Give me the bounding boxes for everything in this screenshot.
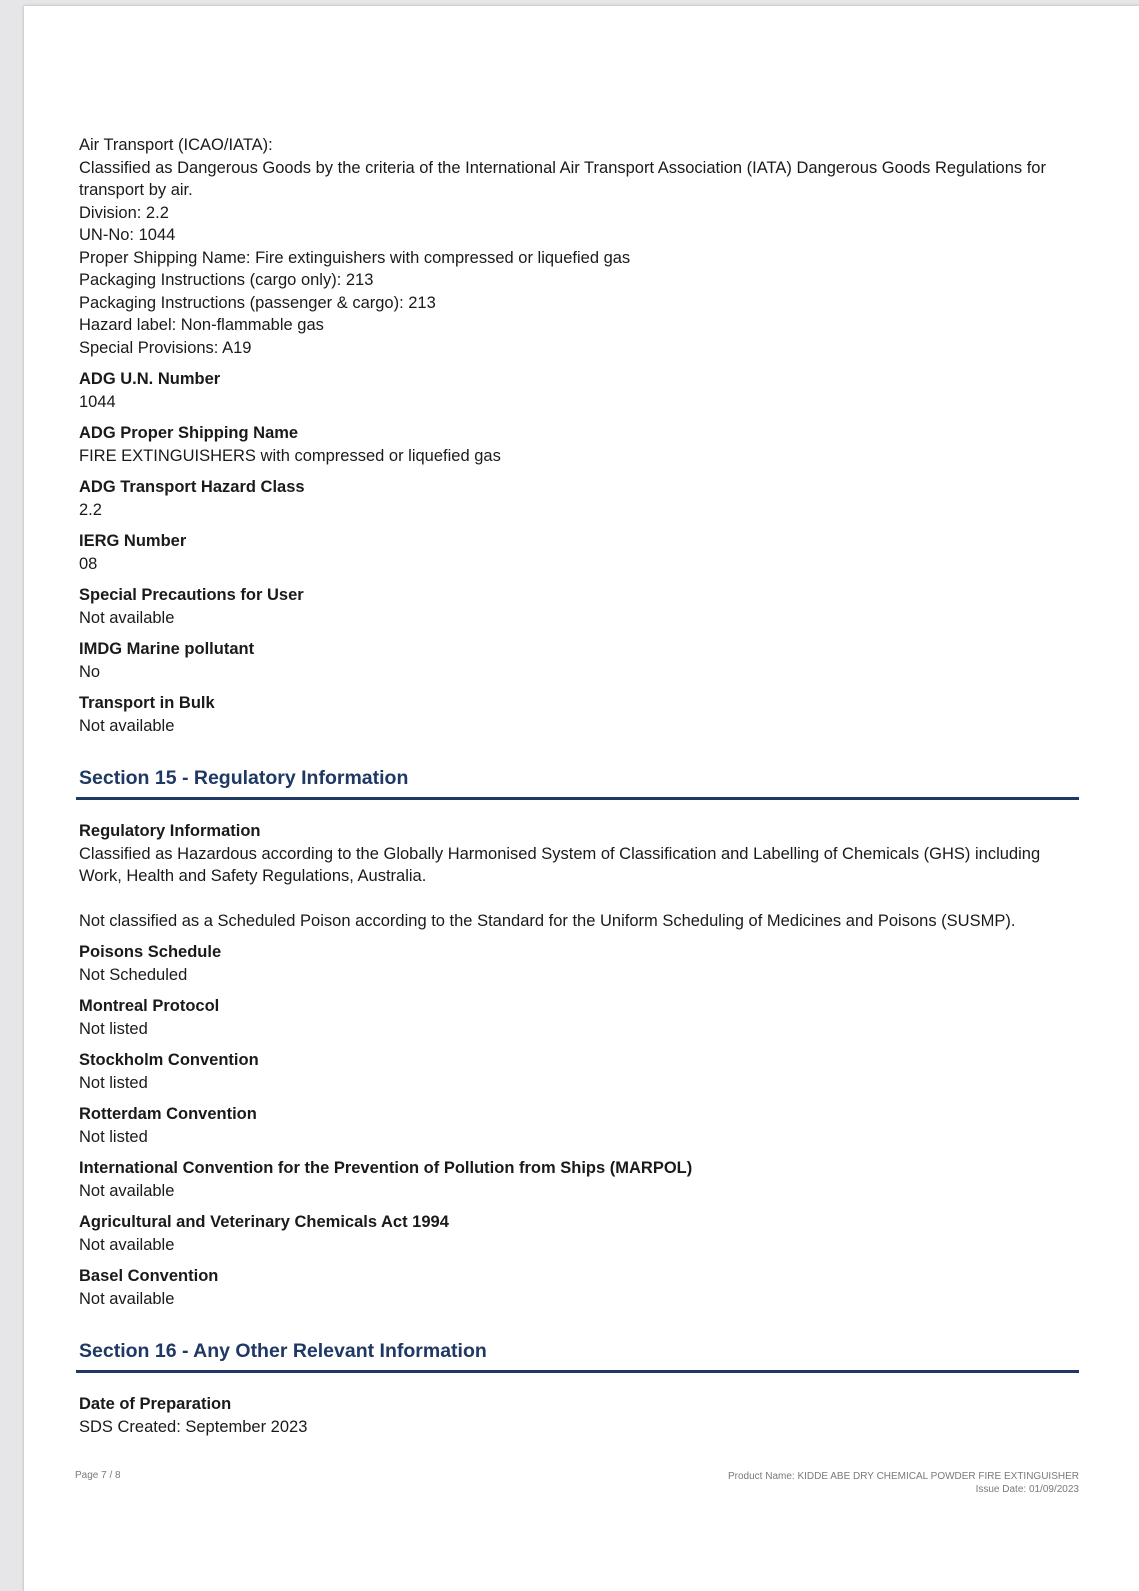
field-label: Special Precautions for User <box>79 586 304 604</box>
field-label: Date of Preparation <box>79 1395 232 1413</box>
air-transport-classified-line2: transport by air. <box>79 181 193 199</box>
footer-product-name: Product Name: KIDDE ABE DRY CHEMICAL POWDER FIRE EXTINGUISHER <box>727 1471 1079 1482</box>
air-transport-heading: Air Transport (ICAO/IATA): <box>79 136 273 154</box>
field-basel-convention <box>79 1265 1079 1310</box>
field-value: Not available <box>79 716 175 735</box>
air-transport-packaging-cargo: Packaging Instructions (cargo only): 213 <box>79 271 374 289</box>
field-adg-transport-hazard-class <box>79 476 1079 521</box>
field-ierg-number <box>79 530 1079 575</box>
document-page <box>24 6 1139 1591</box>
field-label: IERG Number <box>79 532 187 550</box>
field-adg-un-number <box>79 368 1079 413</box>
page-content <box>79 134 1079 1447</box>
field-value: Not available <box>79 608 175 627</box>
field-adg-proper-shipping-name <box>79 422 1079 467</box>
field-label: ADG Transport Hazard Class <box>79 478 305 496</box>
field-stockholm-convention <box>79 1049 1079 1094</box>
field-value: Not available <box>79 1289 175 1308</box>
field-marpol <box>79 1157 1079 1202</box>
field-label: Poisons Schedule <box>79 943 222 961</box>
field-value: 2.2 <box>79 500 102 519</box>
field-date-of-preparation <box>79 1393 1079 1438</box>
susmp-statement: Not classified as a Scheduled Poison according to the Standard for the Uniform Scheduling of Medicines and Poisons (SUSMP). <box>79 911 1016 930</box>
page-number: Page 7 / 8 <box>75 1470 121 1481</box>
field-label: Montreal Protocol <box>79 997 220 1015</box>
air-transport-hazard-label: Hazard label: Non-flammable gas <box>79 316 324 334</box>
field-value: 08 <box>79 554 98 573</box>
field-label: IMDG Marine pollutant <box>79 640 255 658</box>
air-transport-un-no: UN-No: 1044 <box>79 226 176 244</box>
field-label: ADG Proper Shipping Name <box>79 424 299 442</box>
footer-product-info <box>728 1470 1079 1496</box>
field-label: Rotterdam Convention <box>79 1105 257 1123</box>
air-transport-proper-shipping-name: Proper Shipping Name: Fire extinguishers with compressed or liquefied gas <box>79 248 631 267</box>
air-transport-classified-line1: Classified as Dangerous Goods by the criteria of the International Air Transport Association (IATA) Dangerous Goods Regulations for <box>79 158 1046 177</box>
regulatory-information-label: Regulatory Information <box>79 822 261 840</box>
regulatory-information-block <box>79 820 1079 932</box>
field-value: FIRE EXTINGUISHERS with compressed or liquefied gas <box>79 446 501 465</box>
field-label: Agricultural and Veterinary Chemicals Act 1994 <box>79 1213 449 1231</box>
air-transport-packaging-passenger: Packaging Instructions (passenger & cargo): 213 <box>79 293 436 312</box>
air-transport-special-provisions: Special Provisions: A19 <box>79 338 252 357</box>
air-transport-division: Division: 2.2 <box>79 203 169 222</box>
field-imdg-marine-pollutant <box>79 638 1079 683</box>
field-montreal-protocol <box>79 995 1079 1040</box>
field-value: Not available <box>79 1181 175 1200</box>
field-label: Basel Convention <box>79 1267 219 1285</box>
regulatory-information-line1: Classified as Hazardous according to the Globally Harmonised System of Classification and Labelling of Chemicals (GHS) including <box>79 844 1041 863</box>
field-transport-in-bulk <box>79 692 1079 737</box>
field-value: No <box>79 662 101 681</box>
field-label: ADG U.N. Number <box>79 370 221 388</box>
field-value: Not Scheduled <box>79 965 188 984</box>
field-agvet-chemicals-act <box>79 1211 1079 1256</box>
field-label: International Convention for the Prevention of Pollution from Ships (MARPOL) <box>79 1159 693 1177</box>
regulatory-information-line2: Work, Health and Safety Regulations, Australia. <box>79 867 427 885</box>
field-value: Not listed <box>79 1073 148 1092</box>
field-label: Transport in Bulk <box>79 694 215 712</box>
air-transport-block <box>79 134 1079 359</box>
field-value: 1044 <box>79 392 116 411</box>
field-special-precautions <box>79 584 1079 629</box>
field-poisons-schedule <box>79 941 1079 986</box>
field-value: Not listed <box>79 1019 148 1038</box>
field-label: Stockholm Convention <box>79 1051 259 1069</box>
field-value: SDS Created: September 2023 <box>79 1417 308 1436</box>
field-value: Not listed <box>79 1127 148 1146</box>
section-15-heading: Section 15 - Regulatory Information <box>76 765 1079 800</box>
field-rotterdam-convention <box>79 1103 1079 1148</box>
field-value: Not available <box>79 1235 175 1254</box>
paragraph-gap <box>79 888 1079 910</box>
section-16-heading: Section 16 - Any Other Relevant Information <box>76 1338 1079 1373</box>
footer-issue-date: Issue Date: 01/09/2023 <box>975 1484 1079 1495</box>
